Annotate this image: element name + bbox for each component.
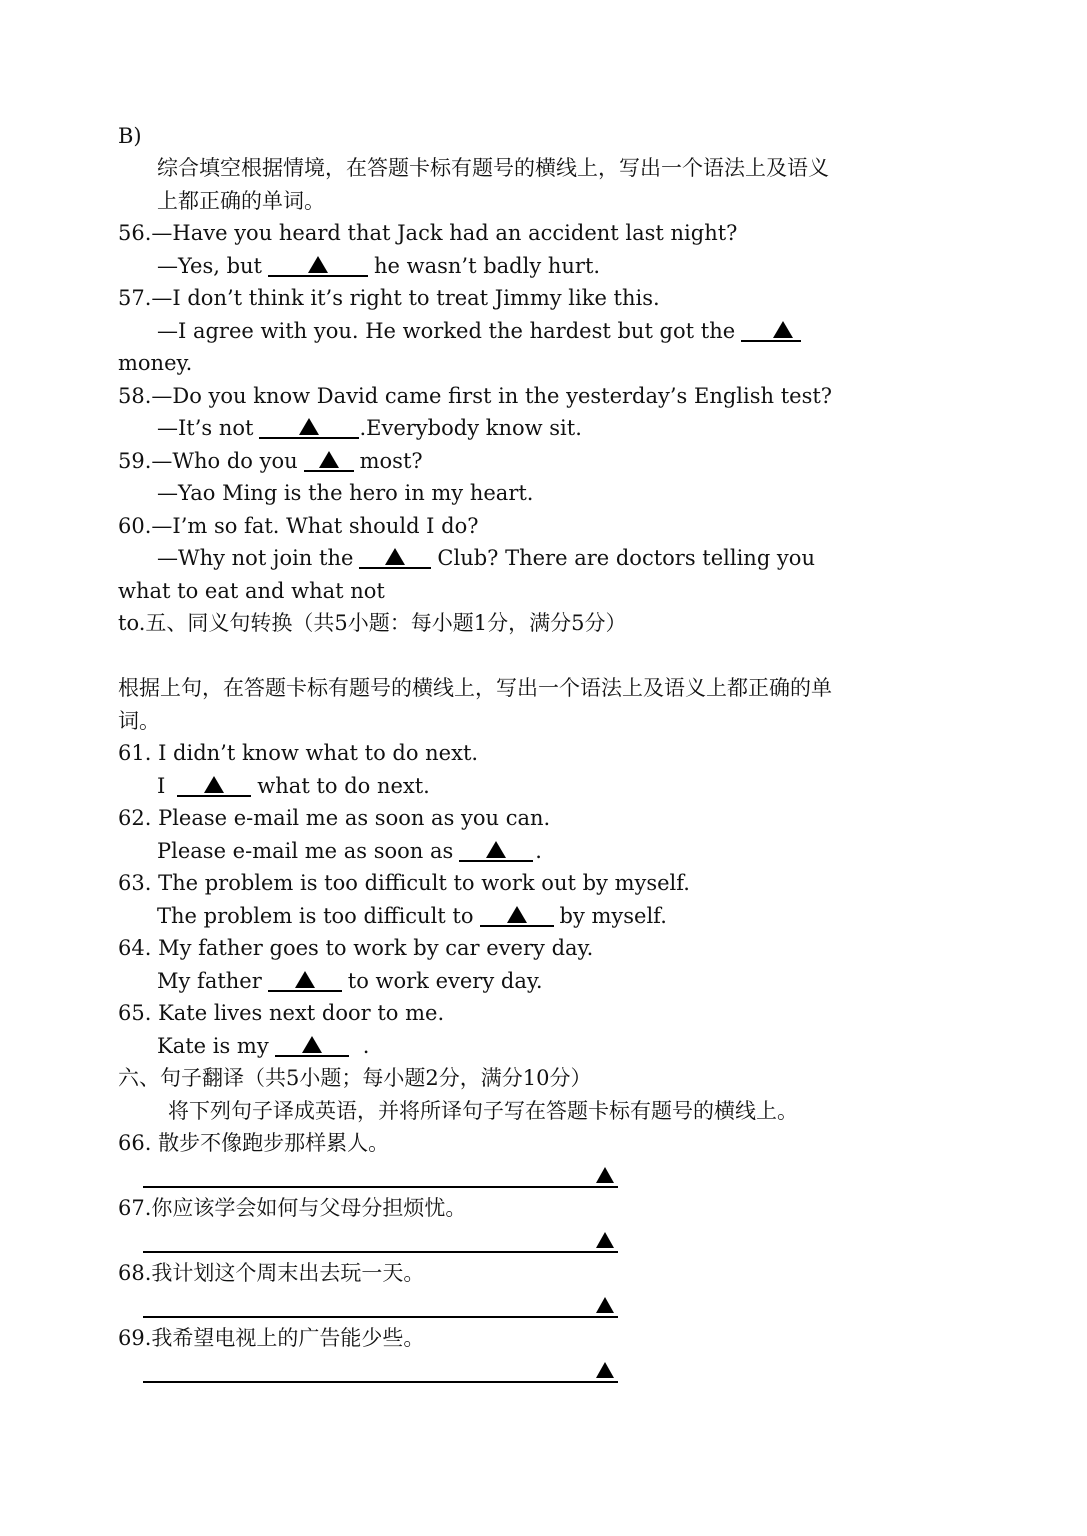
section-b-heading: B) xyxy=(118,124,142,148)
q62-sentence: 62. Please e-mail me as soon as you can. xyxy=(118,806,551,830)
q62-rewrite-pre: Please e-mail me as soon as xyxy=(157,839,454,863)
q65-blank[interactable] xyxy=(275,1033,349,1057)
q65-rewrite-post: . xyxy=(362,1034,370,1058)
triangle-icon xyxy=(308,256,328,273)
q61-rewrite-pre: I xyxy=(157,774,166,798)
q56-answer-post: he wasn’t badly hurt. xyxy=(374,254,601,278)
triangle-icon xyxy=(507,906,527,923)
q58-answer-line xyxy=(157,415,582,441)
section6-instruction: 将下列句子译成英语，并将所译句子写在答题卡标有题号的横线上。 xyxy=(168,1099,798,1123)
q63-rewrite-post: by myself. xyxy=(559,904,667,928)
triangle-icon xyxy=(319,451,339,468)
q60-answer-pre: —Why not join the xyxy=(157,546,354,570)
q64-blank[interactable] xyxy=(268,968,342,992)
q68-answer-line[interactable] xyxy=(143,1316,618,1318)
q65-rewrite-pre: Kate is my xyxy=(157,1034,269,1058)
q63-sentence: 63. The problem is too difficult to work out by myself. xyxy=(118,871,690,895)
triangle-icon xyxy=(204,776,224,793)
q69-sentence: 69.我希望电视上的广告能少些。 xyxy=(118,1326,425,1350)
q66-sentence: 66. 散步不像跑步那样累人。 xyxy=(118,1131,390,1155)
q59-blank[interactable] xyxy=(304,448,354,472)
q63-rewrite-line xyxy=(157,903,667,929)
q58-answer-pre: —It’s not xyxy=(157,416,254,440)
q65-sentence: 65. Kate lives next door to me. xyxy=(118,1001,445,1025)
q62-rewrite-post: . xyxy=(535,839,542,863)
q60-answer-post: Club? There are doctors telling you xyxy=(437,546,815,570)
q60-answer-continued-2: to.五、同义句转换（共5小题：每小题1分，满分5分） xyxy=(118,611,627,635)
q64-sentence: 64. My father goes to work by car every day. xyxy=(118,936,594,960)
triangle-icon xyxy=(295,971,315,988)
q57-blank[interactable] xyxy=(741,318,801,342)
q60-answer-continued: what to eat and what not xyxy=(118,579,385,603)
q59-question-pre: 59.—Who do you xyxy=(118,449,298,473)
q58-blank[interactable] xyxy=(259,415,359,439)
q65-rewrite-line xyxy=(157,1033,369,1059)
section5-instruction-line-2: 词。 xyxy=(118,709,160,733)
section-b-instruction-line-2: 上都正确的单词。 xyxy=(157,189,325,213)
q58-question: 58.—Do you know David came first in the yesterday’s English test? xyxy=(118,384,833,408)
q59-question-post: most? xyxy=(359,449,423,473)
q60-answer-line xyxy=(157,545,815,571)
triangle-icon xyxy=(596,1297,614,1313)
q62-blank[interactable] xyxy=(459,838,533,862)
q68-sentence: 68.我计划这个周末出去玩一天。 xyxy=(118,1261,425,1285)
q57-answer-continued: money. xyxy=(118,351,193,375)
q56-question: 56.—Have you heard that Jack had an accident last night? xyxy=(118,221,738,245)
q57-answer-line xyxy=(157,318,807,344)
q56-answer-pre: —Yes, but xyxy=(157,254,262,278)
q64-rewrite-line xyxy=(157,968,543,994)
q63-rewrite-pre: The problem is too difficult to xyxy=(157,904,474,928)
q62-rewrite-line xyxy=(157,838,542,864)
section-b-instruction-line-1: 综合填空根据情境，在答题卡标有题号的横线上，写出一个语法上及语义 xyxy=(157,156,829,180)
q61-rewrite-post: what to do next. xyxy=(257,774,430,798)
q56-answer-line xyxy=(157,253,600,279)
q58-answer-post: .Everybody know sit. xyxy=(359,416,582,440)
q60-question: 60.—I’m so fat. What should I do? xyxy=(118,514,479,538)
q56-blank[interactable] xyxy=(268,253,368,277)
triangle-icon xyxy=(385,548,405,565)
section5-instruction-line-1: 根据上句，在答题卡标有题号的横线上，写出一个语法上及语义上都正确的单 xyxy=(118,676,832,700)
q59-answer: —Yao Ming is the hero in my heart. xyxy=(157,481,534,505)
q67-sentence: 67.你应该学会如何与父母分担烦忧。 xyxy=(118,1196,467,1220)
triangle-icon xyxy=(596,1167,614,1183)
q61-rewrite-line xyxy=(157,773,430,799)
triangle-icon xyxy=(486,841,506,858)
triangle-icon xyxy=(299,418,319,435)
q61-sentence: 61. I didn’t know what to do next. xyxy=(118,741,479,765)
q57-answer-pre: —I agree with you. He worked the hardest but got the xyxy=(157,319,736,343)
triangle-icon xyxy=(596,1232,614,1248)
q63-blank[interactable] xyxy=(480,903,554,927)
q69-answer-line[interactable] xyxy=(143,1381,618,1383)
q64-rewrite-post: to work every day. xyxy=(347,969,543,993)
triangle-icon xyxy=(302,1036,322,1053)
q60-blank[interactable] xyxy=(359,545,431,569)
q64-rewrite-pre: My father xyxy=(157,969,262,993)
triangle-icon xyxy=(596,1362,614,1378)
section6-heading: 六、句子翻译（共5小题；每小题2分，满分10分） xyxy=(118,1066,592,1090)
q61-blank[interactable] xyxy=(177,773,251,797)
q66-answer-line[interactable] xyxy=(143,1186,618,1188)
q67-answer-line[interactable] xyxy=(143,1251,618,1253)
q59-question-line xyxy=(118,448,423,474)
triangle-icon xyxy=(773,321,793,338)
q57-question: 57.—I don’t think it’s right to treat Jimmy like this. xyxy=(118,286,660,310)
